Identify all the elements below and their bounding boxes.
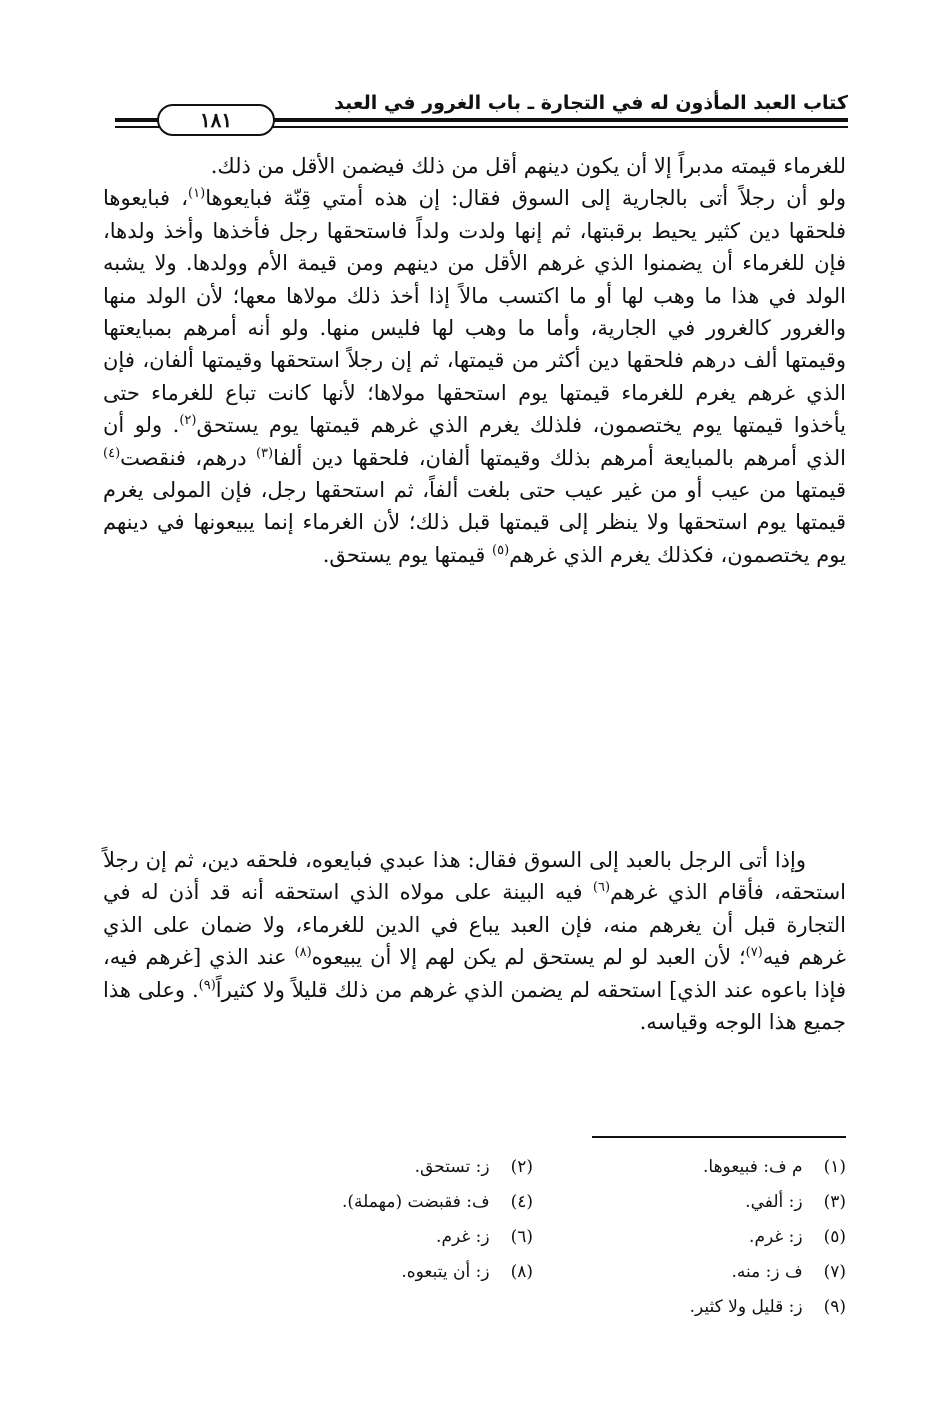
footnote-ref: (٤) (103, 445, 121, 461)
text-run: درهم، فنقصت (120, 445, 256, 470)
footnote-ref: (٧) (745, 945, 763, 961)
footnote-number: (٦) (510, 1227, 533, 1247)
footnote-ref: (١) (188, 186, 206, 202)
text-run: للغرماء قيمته مدبراً إلا أن يكون دينهم أقل من ذلك فيضمن الأقل من ذلك. (210, 154, 846, 178)
main-text-block-2 (103, 844, 846, 1106)
running-title: كتاب العبد المأذون له في التجارة ـ باب الغرور في العبد (334, 92, 848, 114)
text-run: قيمتها يوم يستحق. (322, 542, 493, 567)
page-number: ١٨١ (157, 104, 275, 136)
footnote (280, 1154, 533, 1180)
footnote-text: ف ز: منه. (731, 1262, 803, 1282)
footnote-number: (٥) (823, 1227, 846, 1247)
footnote-ref: (٨) (294, 945, 312, 961)
page-header (115, 92, 848, 132)
footnote-text: ف: فقبضت (مهملة). (341, 1192, 490, 1212)
text-run: ؛ لأن العبد لو لم يستحق لم يكن لهم إلا أن يبيعوه (311, 945, 746, 970)
footnote (280, 1259, 533, 1285)
footnote (593, 1224, 846, 1250)
footnote-number: (٢) (510, 1157, 533, 1177)
text-run: ، فبايعوها فلحقها دين كثير يحيط برقبتها، ثم إنها ولدت ولداً فاستحقها رجل فأخذها وأخذ ولدها، فإن للغرماء أن يضمنوا الذي غرهم الأقل من دينهم ومن قيمة الأم وولدها. ولا يشبه الولد في هذا ما وهب لها أو ما اكتسب مالاً إذا أخذ ذلك مولاها معها؛ لأن الولد منها والغرور كالغرور في الجارية، وأما ما وهب لها فليس منها. ولو أنه أمرهم بمبايعتها وقيمتها ألف درهم فلحقها دين أكثر من قيمتها، ثم إن رجلاً استحقها وقيمتها ألفان، فإن الذي غرهم يغرم للغرماء قيمتها يوم استحقها مولاها؛ لأنها كانت تباع للغرماء حتى يأخذوا قيمتها يوم يختصمون، فلذلك يغرم الذي غرهم قيمتها يوم يستحق (103, 186, 846, 438)
text-run: قيمتها من عيب أو من غير عيب حتى بلغت ألفاً، ثم استحقها رجل، فإن المولى يغرم قيمتها يوم استحقها ولا ينظر إلى قيمتها قبل ذلك؛ لأن الغرماء إنما يبيعونها في دينهم يوم يختصمون، فكذلك يغرم الذي غرهم (103, 478, 846, 567)
footnote-ref: (٩) (198, 977, 216, 993)
text-run: وإذا أتى الرجل بالعبد إلى السوق فقال: هذا عبدي فبايعوه، فلحقه دين، ثم إن رجلاً استحقه، فأقام الذي غرهم (103, 848, 846, 905)
footnote-ref: (٥) (492, 542, 510, 558)
footnote-text: ز: أن يتبعوه. (401, 1262, 490, 1282)
footnote-text: ز: تستحق. (414, 1157, 490, 1177)
footnote (593, 1154, 846, 1180)
main-text-block-1 (103, 150, 846, 790)
text-run: عند الذي [غرهم فيه، فإذا باعوه عند الذي] استحقه لم يضمن الذي غرهم من ذلك قليلاً ولا كثيراً (103, 945, 846, 1002)
footnote-ref: (٣) (255, 445, 274, 461)
footnote-number: (٣) (823, 1192, 846, 1212)
footnote-number: (١) (823, 1157, 846, 1177)
footnote-number: (٩) (823, 1297, 846, 1317)
footnote (593, 1259, 846, 1285)
footnote-text: ز: غرم. (749, 1227, 803, 1247)
footnote-text: ز: ألفي. (745, 1192, 803, 1212)
footnote-text: م ف: فبيعوها. (702, 1157, 803, 1177)
footnotes (280, 1154, 846, 1320)
footnote-text: ز: قليل ولا كثير. (689, 1297, 803, 1317)
footnote-ref: (٦) (592, 880, 611, 896)
paragraph (103, 844, 846, 1038)
text-run: فيه البينة على مولاه الذي استحقه أنه قد أذن له في التجارة قبل أن يغرهم منه، فإن العبد يباع في الدين للغرماء، ولا ضمان على الذي غرهم فيه (103, 880, 846, 970)
paragraph (103, 150, 846, 571)
footnote-ref: (٢) (179, 413, 197, 429)
footnote-separator (592, 1136, 846, 1138)
footnote-number: (٧) (823, 1262, 846, 1282)
text-run: . ولو أن الذي أمرهم بالمبايعة أمرهم بذلك وقيمتها ألفان، فلحقها دين ألفا (103, 413, 846, 470)
footnote-number: (٤) (510, 1192, 533, 1212)
footnote-text: ز: غرم. (436, 1227, 490, 1247)
text-run: ولو أن رجلاً أتى بالجارية إلى السوق فقال: إن هذه أمتي قِنّة فبايعوها (205, 186, 846, 211)
footnote (280, 1189, 533, 1215)
footnote (593, 1294, 846, 1320)
text-run: . وعلى هذا جميع هذا الوجه وقياسه. (103, 977, 846, 1035)
footnote (593, 1189, 846, 1215)
footnote (280, 1224, 533, 1250)
footnote-number: (٨) (510, 1262, 533, 1282)
